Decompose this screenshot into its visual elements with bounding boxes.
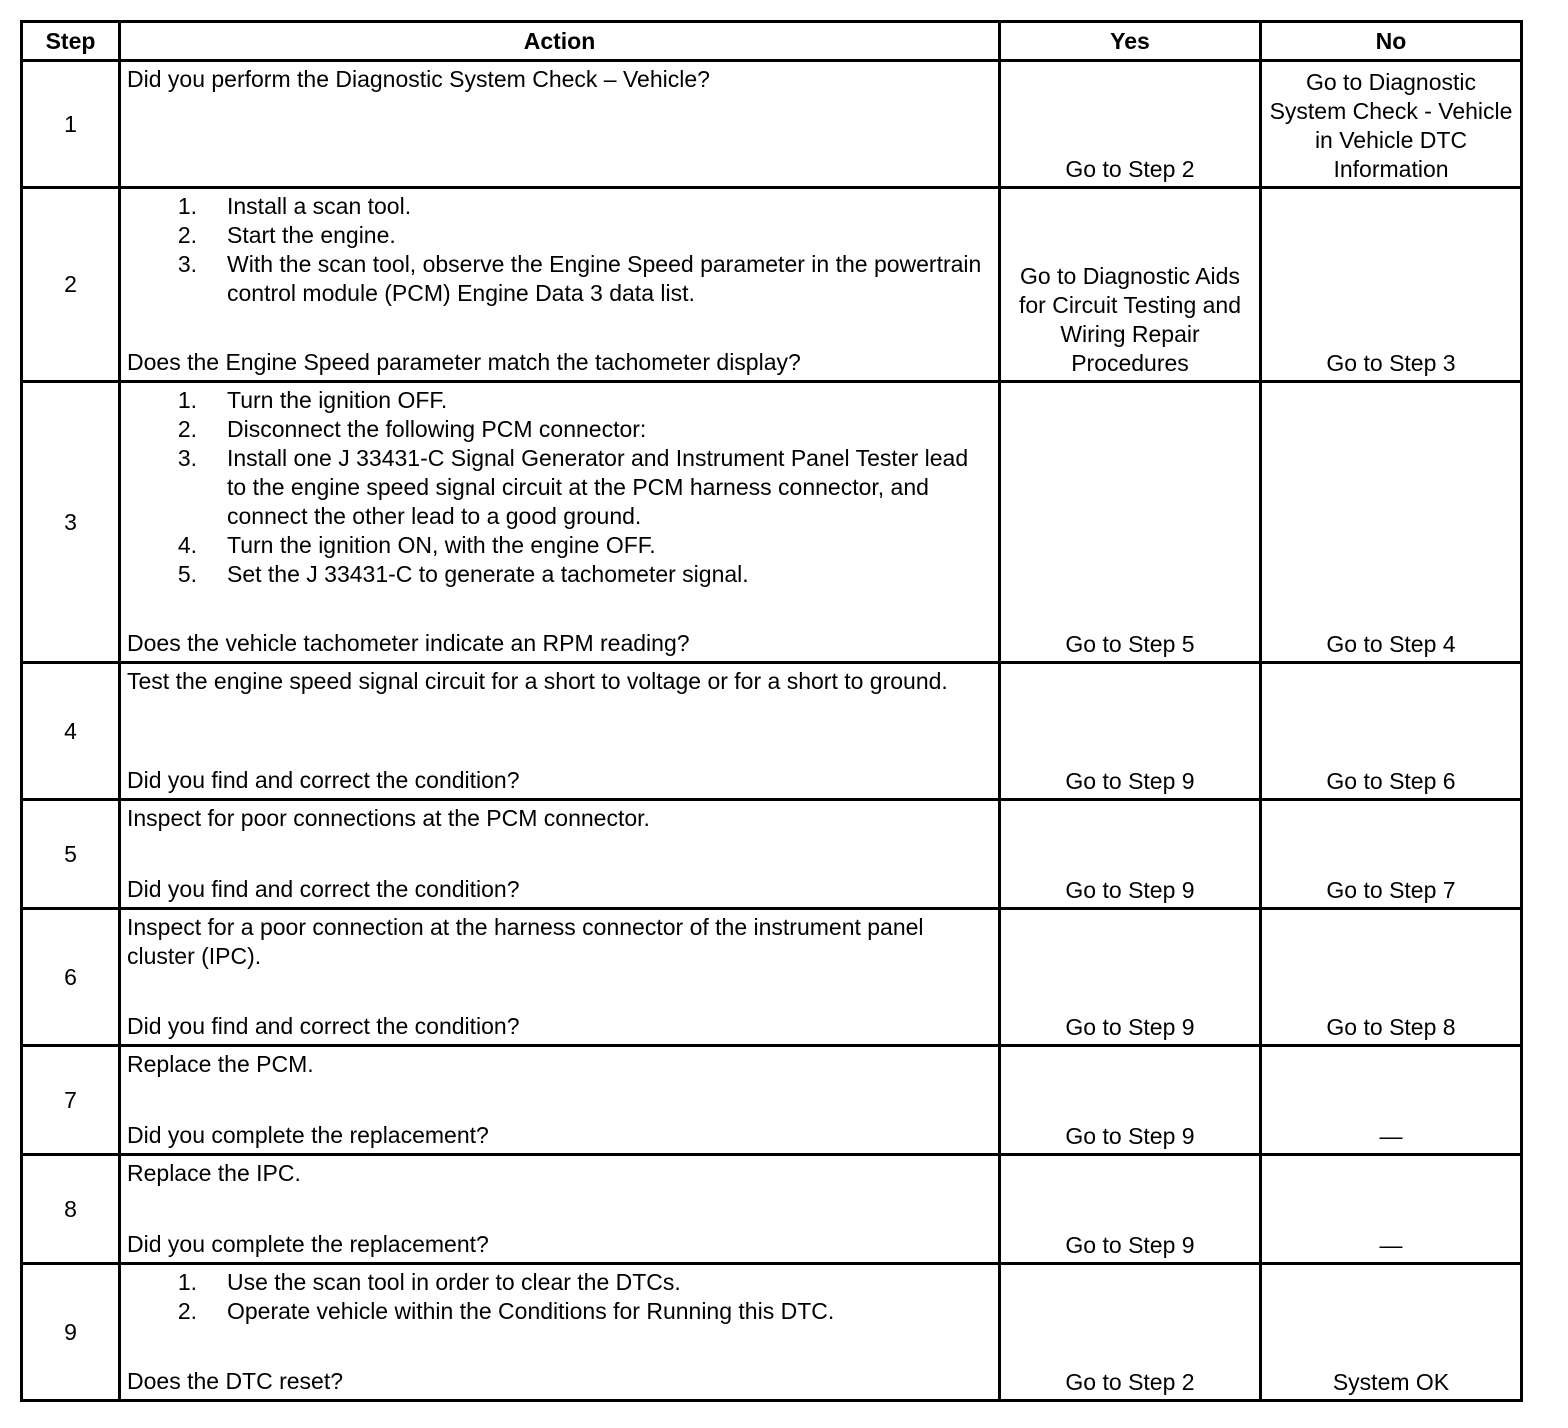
list-item-text: Turn the ignition ON, with the engine OFF. — [227, 532, 656, 558]
no-result: System OK — [1261, 1264, 1522, 1401]
action-question: Did you find and correct the condition? — [127, 767, 520, 793]
list-item-number: 1. — [177, 387, 197, 413]
list-item-text: Operate vehicle within the Conditions for Running this DTC. — [227, 1298, 835, 1324]
yes-result: Go to Step 9 — [1000, 800, 1261, 909]
list-item-number: 5. — [177, 561, 197, 587]
action-cell — [120, 1264, 1000, 1401]
action-cell — [120, 800, 1000, 909]
list-item — [127, 192, 992, 221]
no-result: Go to Step 7 — [1261, 800, 1522, 909]
list-item-text: With the scan tool, observe the Engine Speed parameter in the powertrain control module (PCM) Engine Data 3 data list. — [227, 251, 982, 306]
list-item-number: 4. — [177, 532, 197, 558]
action-step-list — [127, 192, 992, 308]
action-question: Does the Engine Speed parameter match the tachometer display? — [127, 349, 801, 375]
action-instructions — [127, 1268, 992, 1326]
yes-result: Go to Step 2 — [1000, 61, 1261, 188]
yes-result: Go to Step 2 — [1000, 1264, 1261, 1401]
list-item — [127, 531, 992, 560]
header-no: No — [1261, 22, 1522, 61]
action-instructions — [127, 667, 992, 696]
action-cell — [120, 382, 1000, 663]
no-result: Go to Diagnostic System Check - Vehicle in Vehicle DTC Information — [1261, 61, 1522, 188]
table-row — [22, 663, 1522, 800]
step-number: 3 — [22, 382, 120, 663]
step-number: 8 — [22, 1155, 120, 1264]
list-item — [127, 415, 992, 444]
list-item — [127, 1297, 992, 1326]
action-instructions — [127, 386, 992, 589]
list-item-number: 1. — [177, 1269, 197, 1295]
table-row — [22, 800, 1522, 909]
action-instructions — [127, 1050, 992, 1079]
action-question: Does the DTC reset? — [127, 1368, 344, 1394]
action-step-list — [127, 1268, 992, 1326]
action-question: Did you find and correct the condition? — [127, 876, 520, 902]
table-row — [22, 1155, 1522, 1264]
table-row — [22, 61, 1522, 188]
action-cell — [120, 61, 1000, 188]
action-intro: Did you perform the Diagnostic System Check – Vehicle? — [127, 66, 710, 92]
list-item-number: 1. — [177, 193, 197, 219]
action-cell — [120, 1155, 1000, 1264]
list-item-number: 2. — [177, 1298, 197, 1324]
list-item — [127, 560, 992, 589]
header-step: Step — [22, 22, 120, 61]
yes-result: Go to Step 9 — [1000, 663, 1261, 800]
action-question: Did you find and correct the condition? — [127, 1013, 520, 1039]
list-item-number: 3. — [177, 445, 197, 471]
yes-result: Go to Step 9 — [1000, 1046, 1261, 1155]
list-item-text: Use the scan tool in order to clear the DTCs. — [227, 1269, 681, 1295]
list-item-text: Set the J 33431-C to generate a tachometer signal. — [227, 561, 749, 587]
header-yes: Yes — [1000, 22, 1261, 61]
table-row — [22, 382, 1522, 663]
list-item-text: Turn the ignition OFF. — [227, 387, 448, 413]
action-question: Did you complete the replacement? — [127, 1231, 489, 1257]
list-item-text: Start the engine. — [227, 222, 396, 248]
step-number: 4 — [22, 663, 120, 800]
header-row — [22, 22, 1522, 61]
list-item — [127, 1268, 992, 1297]
action-instructions — [127, 804, 992, 833]
no-result: Go to Step 8 — [1261, 909, 1522, 1046]
step-number: 7 — [22, 1046, 120, 1155]
list-item-number: 2. — [177, 222, 197, 248]
action-intro: Replace the PCM. — [127, 1051, 314, 1077]
action-cell — [120, 663, 1000, 800]
diagnostic-table-container — [20, 20, 1523, 1402]
step-number: 5 — [22, 800, 120, 909]
action-instructions — [127, 1159, 992, 1188]
action-cell — [120, 1046, 1000, 1155]
action-question: Does the vehicle tachometer indicate an RPM reading? — [127, 630, 690, 656]
diagnostic-table — [20, 20, 1523, 1402]
step-number: 9 — [22, 1264, 120, 1401]
list-item-number: 2. — [177, 416, 197, 442]
action-instructions — [127, 913, 992, 971]
list-item — [127, 386, 992, 415]
table-row — [22, 909, 1522, 1046]
action-instructions — [127, 65, 992, 94]
no-result: — — [1261, 1155, 1522, 1264]
no-result: Go to Step 3 — [1261, 188, 1522, 382]
yes-result: Go to Step 9 — [1000, 909, 1261, 1046]
action-question: Did you complete the replacement? — [127, 1122, 489, 1148]
action-step-list — [127, 386, 992, 589]
step-number: 1 — [22, 61, 120, 188]
list-item-text: Install a scan tool. — [227, 193, 412, 219]
step-number: 6 — [22, 909, 120, 1046]
step-number: 2 — [22, 188, 120, 382]
yes-result: Go to Diagnostic Aids for Circuit Testing and Wiring Repair Procedures — [1000, 188, 1261, 382]
action-intro: Test the engine speed signal circuit for a short to voltage or for a short to ground. — [127, 668, 948, 694]
list-item — [127, 250, 992, 308]
table-row — [22, 1264, 1522, 1401]
header-action: Action — [120, 22, 1000, 61]
no-result: Go to Step 4 — [1261, 382, 1522, 663]
action-intro: Replace the IPC. — [127, 1160, 301, 1186]
yes-result: Go to Step 9 — [1000, 1155, 1261, 1264]
action-cell — [120, 909, 1000, 1046]
list-item-number: 3. — [177, 251, 197, 277]
action-instructions — [127, 192, 992, 308]
no-result: — — [1261, 1046, 1522, 1155]
action-intro: Inspect for a poor connection at the harness connector of the instrument panel cluster (IPC). — [127, 914, 924, 969]
list-item-text: Disconnect the following PCM connector: — [227, 416, 647, 442]
list-item-text: Install one J 33431-C Signal Generator and Instrument Panel Tester lead to the engine speed signal circuit at the PCM harness connector, and connect the other lead to a good ground. — [227, 445, 969, 529]
list-item — [127, 221, 992, 250]
no-result: Go to Step 6 — [1261, 663, 1522, 800]
list-item — [127, 444, 992, 531]
action-intro: Inspect for poor connections at the PCM connector. — [127, 805, 650, 831]
yes-result: Go to Step 5 — [1000, 382, 1261, 663]
table-row — [22, 1046, 1522, 1155]
table-row — [22, 188, 1522, 382]
action-cell — [120, 188, 1000, 382]
